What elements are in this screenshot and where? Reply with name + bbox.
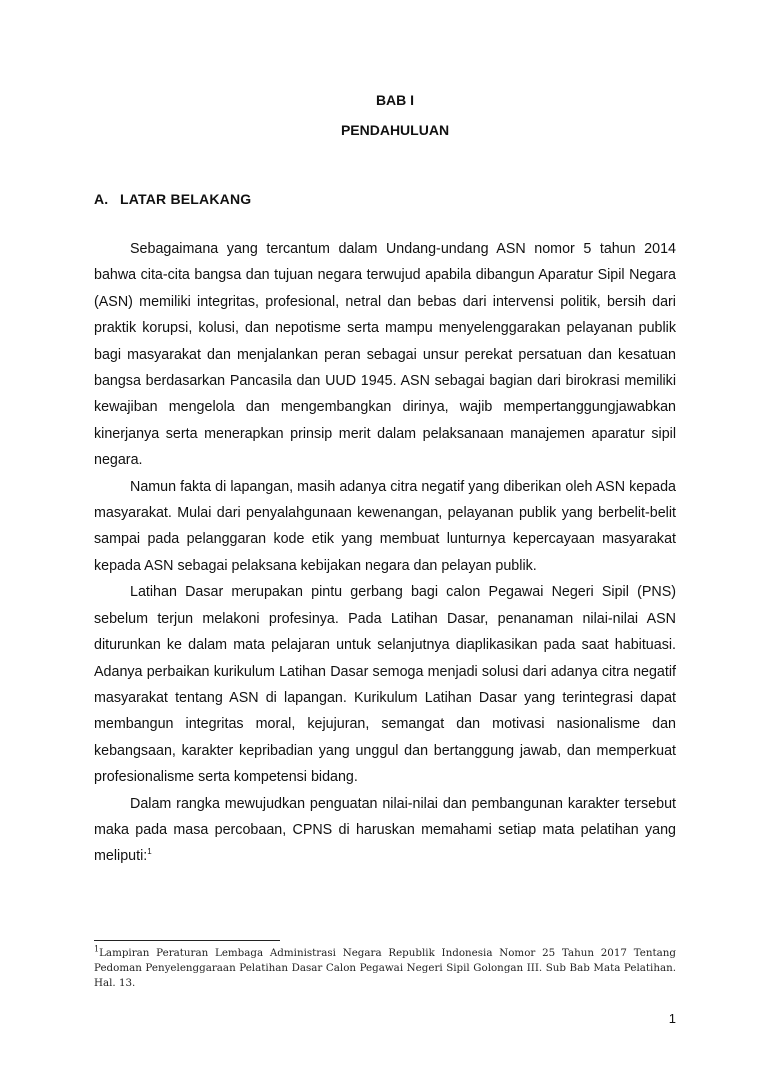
section-title: LATAR BELAKANG: [120, 191, 252, 207]
footnote-marker: 1: [94, 944, 100, 954]
section-heading: [94, 191, 251, 207]
paragraph: Namun fakta di lapangan, masih adanya citra negatif yang diberikan oleh ASN kepada masyarakat. Mulai dari penyalahgunaan kewenangan, pelayanan publik yang berbelit-belit sampai pada pelanggaran kode etik yang membuat lunturnya kepercayaan masyarakat kepada ASN sebagai pelaksana kebijakan negara dan pelayan publik.: [94, 478, 676, 574]
paragraph: Latihan Dasar merupakan pintu gerbang bagi calon Pegawai Negeri Sipil (PNS) sebelum terjun melakoni profesinya. Pada Latihan Dasar, penanaman nilai-nilai ASN diturunkan ke dalam mata pelajaran untuk selanjutnya diaplikasikan pada saat habituasi. Adanya perbaikan kurikulum Latihan Dasar semoga menjadi solusi dari adanya citra negatif masyarakat tentang ASN di lapangan. Kurikulum Latihan Dasar yang terintegrasi dapat membangun integritas moral, kejujuran, semangat dan motivasi nasionalisme dan kebangsaan, karakter kepribadian yang unggul dan bertanggung jawab, dan memperkuat profesionalisme serta kompetensi bidang.: [94, 584, 676, 786]
footnote-separator: [94, 940, 280, 941]
chapter-title: PENDAHULUAN: [340, 122, 450, 138]
footnote-text: Lampiran Peraturan Lembaga Administrasi Negara Republik Indonesia Nomor 25 Tahun 2017 Tentang Pedoman Penyelenggaraan Pelatihan Dasar Calon Pegawai Negeri Sipil Golongan III. Sub Bab Mata Pelatihan. Hal. 13.: [94, 947, 676, 989]
body-text: [94, 236, 676, 870]
chapter-label: BAB I: [375, 92, 415, 108]
paragraph-last-text: Dalam rangka mewujudkan penguatan nilai-nilai dan pembangunan karakter tersebut maka pada masa percobaan, CPNS di haruskan memahami setiap mata pelatihan yang meliputi:: [94, 795, 676, 865]
paragraph: Sebagaimana yang tercantum dalam Undang-undang ASN nomor 5 tahun 2014 bahwa cita-cita bangsa dan tujuan negara terwujud apabila dibangun Aparatur Sipil Negara (ASN) memiliki integritas, profesional, netral dan bebas dari intervensi politik, bersih dari praktik korupsi, kolusi, dan nepotisme serta mampu menyelenggarakan pelayanan publik bagi masyarakat dan menjalankan peran sebagai unsur perekat persatuan dan kesatuan bangsa berdasarkan Pancasila dan UUD 1945. ASN sebagai bagian dari birokrasi memiliki kewajiban mengelola dan mengembangkan dirinya, wajib mempertanggungjawabkan kinerjanya serta menerapkan prinsip merit dalam pelaksanaan manajemen aparatur sipil negara.: [94, 241, 676, 469]
footnote-reference[interactable]: 1: [147, 847, 152, 857]
section-number: A.: [94, 191, 109, 207]
footnote: [94, 946, 676, 991]
paragraph-last: [94, 791, 676, 870]
page-number: 1: [668, 1011, 676, 1026]
